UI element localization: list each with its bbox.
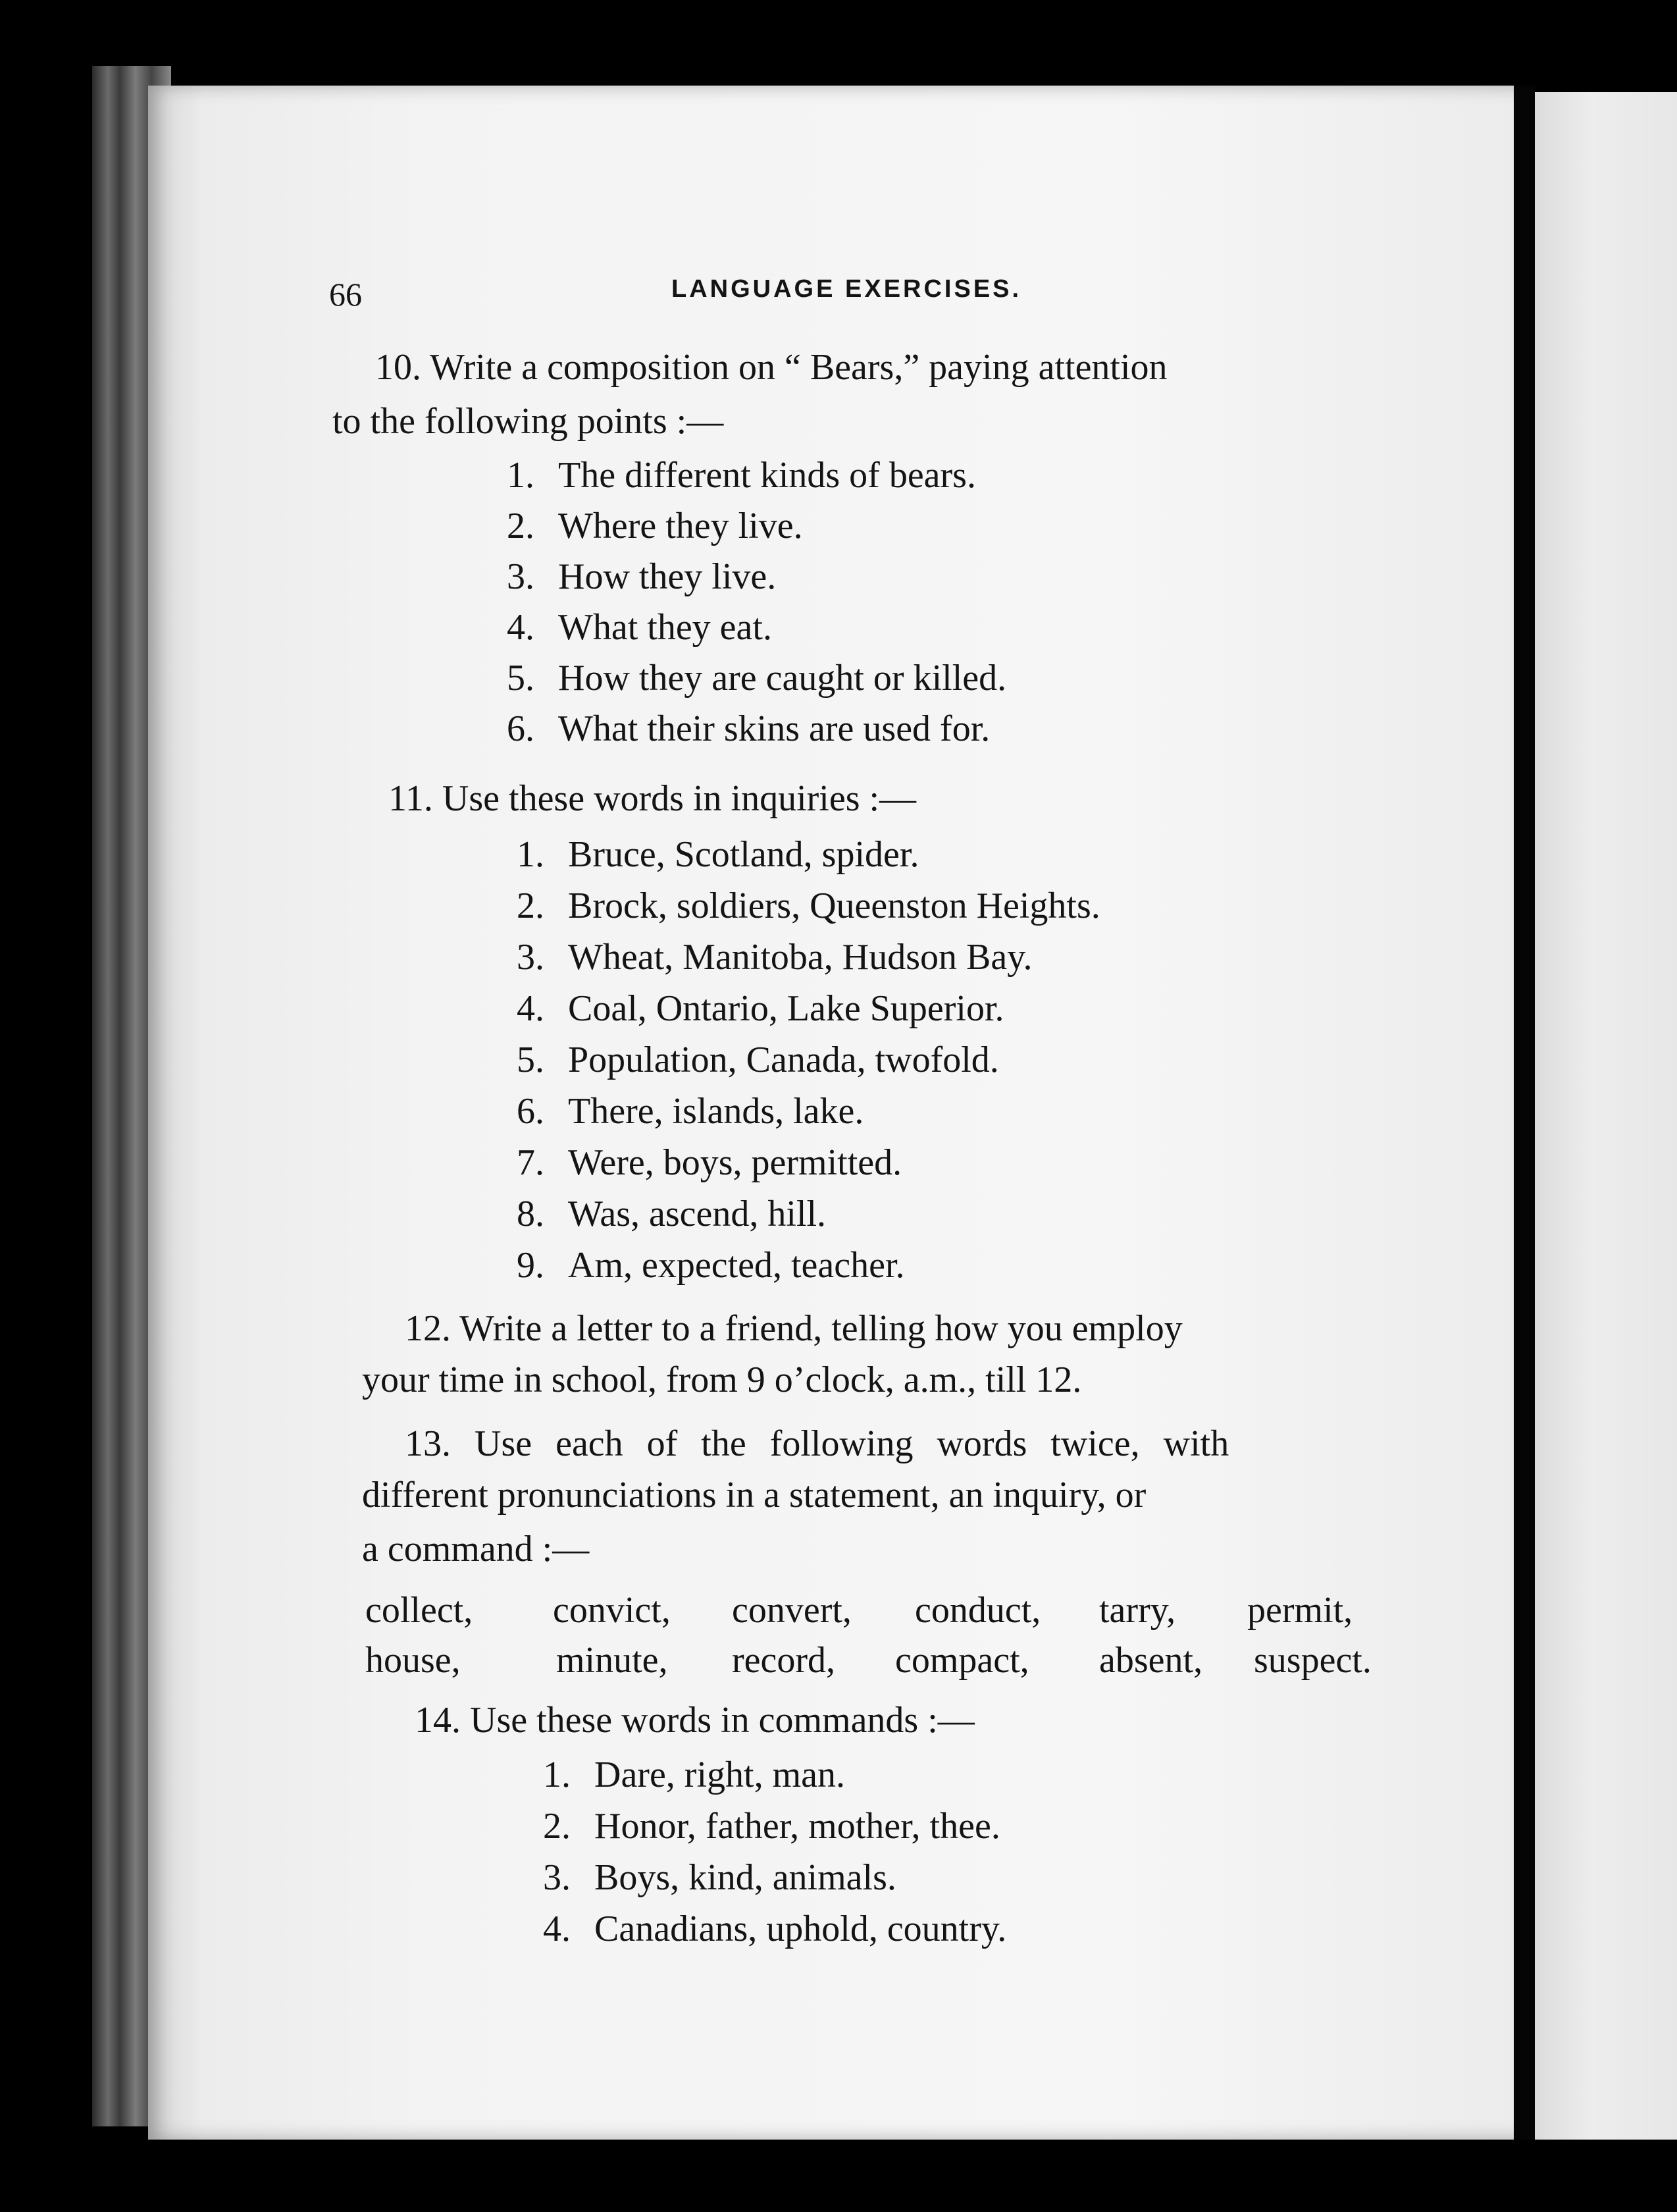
word: house, — [365, 1640, 461, 1681]
word: collect, — [365, 1590, 473, 1631]
exercise-11-item: 7. Were, boys, permitted. — [517, 1142, 902, 1183]
exercise-10-line-1: 10. Write a composition on “ Bears,” paying attention — [375, 347, 1168, 388]
word: suspect. — [1254, 1640, 1372, 1681]
exercise-11-item: 3. Wheat, Manitoba, Hudson Bay. — [517, 937, 1033, 978]
exercise-11-item: 2. Brock, soldiers, Queenston Heights. — [517, 885, 1100, 926]
word: minute, — [556, 1640, 668, 1681]
exercise-11-item: 4. Coal, Ontario, Lake Superior. — [517, 988, 1004, 1029]
exercise-11-item: 8. Was, ascend, hill. — [517, 1194, 827, 1234]
exercise-13-line-2: different pronunciations in a statement, an inquiry, or — [362, 1475, 1147, 1515]
exercise-11-item: 6. There, islands, lake. — [517, 1091, 864, 1132]
exercise-11-item: 9. Am, expected, teacher. — [517, 1245, 905, 1286]
exercise-14-item: 3. Boys, kind, animals. — [543, 1857, 896, 1898]
word: absent, — [1099, 1640, 1203, 1681]
exercise-12-line-2: your time in school, from 9 o’clock, a.m., till 12. — [362, 1359, 1082, 1400]
exercise-11-item: 5. Population, Canada, twofold. — [517, 1040, 999, 1080]
exercise-11-item: 1. Bruce, Scotland, spider. — [517, 834, 919, 875]
exercise-11-heading: 11. Use these words in inquiries :— — [388, 778, 917, 819]
word: record, — [732, 1640, 836, 1681]
exercise-12-line-1: 12. Write a letter to a friend, telling how you employ — [405, 1308, 1183, 1349]
page-number: 66 — [329, 276, 362, 313]
exercise-10-item: 1. The different kinds of bears. — [507, 455, 976, 496]
exercise-10-item: 5. How they are caught or killed. — [507, 658, 1007, 698]
word: convict, — [553, 1590, 671, 1631]
facing-page-edge — [1535, 92, 1677, 2140]
word: tarry, — [1099, 1590, 1176, 1631]
exercise-14-item: 4. Canadians, uphold, country. — [543, 1909, 1007, 1949]
book-gutter — [1514, 86, 1535, 2140]
exercise-10-item: 6. What their skins are used for. — [507, 708, 991, 749]
exercise-10-line-2: to the following points :— — [332, 401, 724, 442]
exercise-10-item: 3. How they live. — [507, 556, 777, 597]
word: conduct, — [915, 1590, 1041, 1631]
word: compact, — [895, 1640, 1029, 1681]
word: convert, — [732, 1590, 852, 1631]
exercise-13-line-3: a command :— — [362, 1529, 590, 1569]
exercise-14-item: 2. Honor, father, mother, thee. — [543, 1806, 1000, 1847]
exercise-10-item: 4. What they eat. — [507, 607, 772, 648]
word: permit, — [1247, 1590, 1353, 1631]
exercise-14-item: 1. Dare, right, man. — [543, 1754, 845, 1795]
exercise-14-heading: 14. Use these words in commands :— — [415, 1700, 975, 1741]
running-head: LANGUAGE EXERCISES. — [671, 275, 1022, 303]
exercise-10-item: 2. Where they live. — [507, 506, 803, 546]
exercise-13-line-1: 13. Use each of the following words twice, with — [405, 1423, 1229, 1464]
